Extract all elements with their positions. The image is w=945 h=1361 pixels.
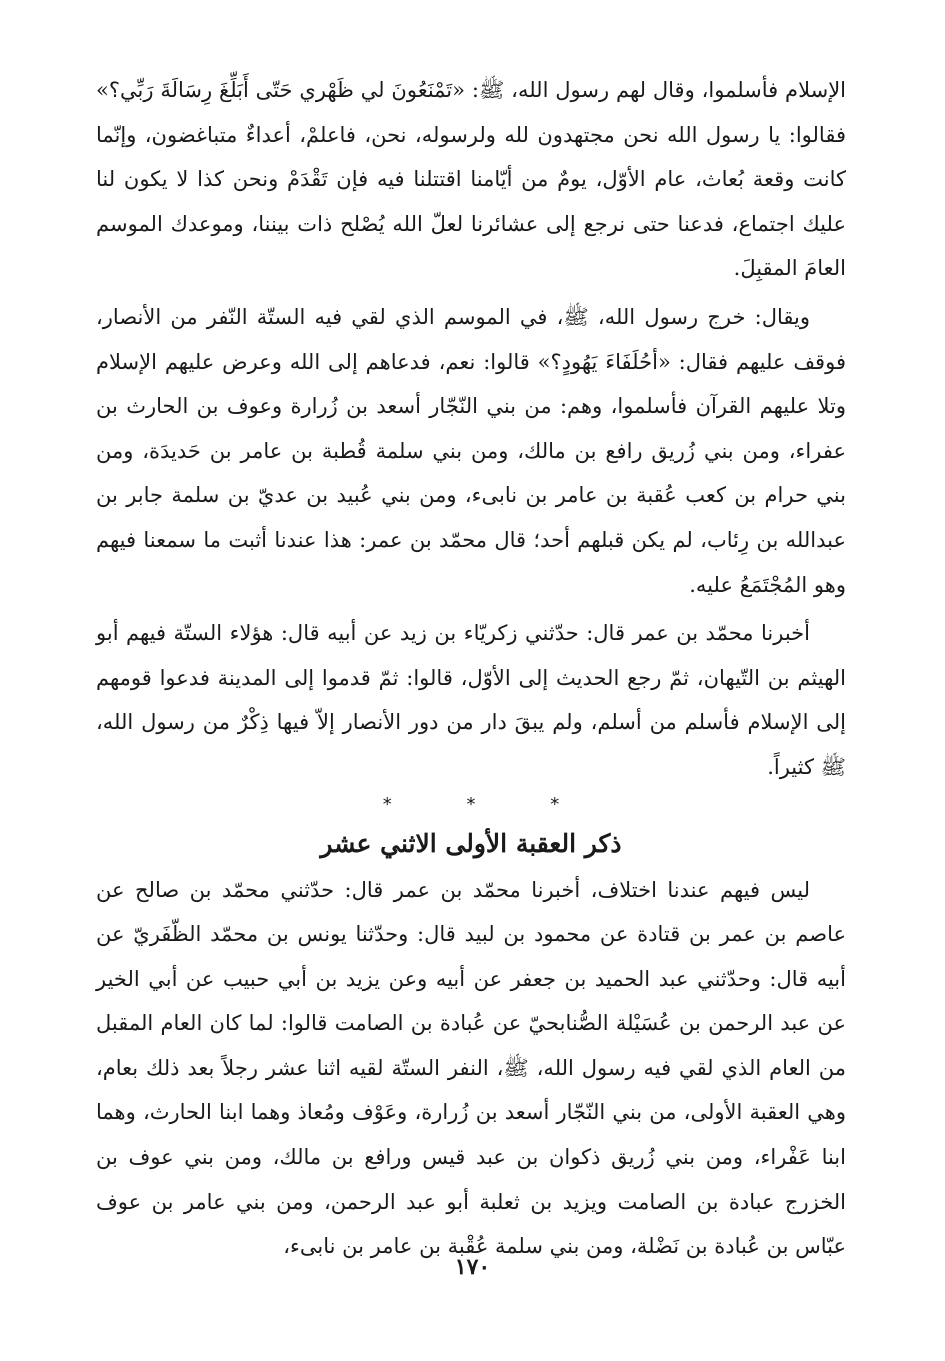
section-separator	[96, 792, 846, 818]
separator-star: *	[550, 793, 560, 815]
page-body	[96, 68, 846, 1269]
section-heading: ذكر العقبة الأولى الاثني عشر	[320, 828, 622, 858]
paragraph-3: أخبرنا محمّد بن عمر قال: حدّثني زكريّاء بن زيد عن أبيه قال: هؤلاء الستّة فيهم أبو الهيثم بن التّيهان، ثمّ رجع الحديث إلى الأوّل، قالوا: ثمّ قدموا إلى المدينة فدعوا قومهم إلى الإسلام فأسلم من أسلم، ولم يبقَ دار من دور الأنصار إلاّ فيها ذِكْرٌ من رسول الله، ﷺ كثيراً.	[96, 621, 846, 779]
paragraph-1: الإسلام فأسلموا، وقال لهم رسول الله، ﷺ: «تَمْنَعُونَ لي ظَهْري حَتّى أَبَلِّغَ رِسَالَةَ رَبِّي؟» فقالوا: يا رسول الله نحن مجتهدون لله ولرسوله، نحن، فاعلمْ، أعداءٌ متباغضون، وإنّما كانت وقعة بُعاث، عام الأوّل، يومٌ من أيّامنا اقتتلنا فيه فإن تَقْدَمْ ونحن كذا لا يكون لنا عليك اجتماع، فدعنا حتى نرجع إلى عشائرنا لعلّ الله يُصْلح ذات بيننا، وموعدك الموسم العامَ المقبِلَ.	[96, 78, 846, 281]
paragraph-2: ويقال: خرج رسول الله، ﷺ، في الموسم الذي لقي فيه الستّة النّفر من الأنصار، فوقف عليهم فقال: «أحُلَفَاءَ يَهُودٍ؟» قالوا: نعم، فدعاهم إلى الله وعرض عليهم الإسلام وتلا عليهم القرآن فأسلموا، وهم: من بني النّجّار أسعد بن زُرارة وعوف بن الحارث بن عفراء، ومن بني زُريق رافع بن مالك، ومن بني سلمة قُطبة بن عامر بن حَديدَة، ومن بني حرام بن كعب عُقبة بن عامر بن نابىء، ومن بني عُبيد بن عديّ بن سلمة جابر بن عبدالله بن رِئاب، لم يكن قبلهم أحد؛ قال محمّد بن عمر: هذا عندنا أثبت ما سمعنا فيهم وهو المُجْتَمَعُ عليه.	[96, 304, 846, 597]
page-number: ١٧٠	[454, 1254, 491, 1280]
paragraph-4: ليس فيهم عندنا اختلاف، أخبرنا محمّد بن عمر قال: حدّثني محمّد بن صالح عن عاصم بن عمر بن قتادة عن محمود بن لبيد قال: وحدّثنا يونس بن محمّد الظّفَريّ عن أبيه قال: وحدّثني عبد الحميد بن جعفر عن أبيه وعن يزيد بن أبي حبيب عن أبي الخير عن عبد الرحمن بن عُسَيْلة الصُّنابحيّ عن عُبادة بن الصامت قالوا: لما كان العام المقبل من العام الذي لقي فيه رسول الله، ﷺ، النفر الستّة لقيه اثنا عشر رجلاً بعد ذلك بعام، وهي العقبة الأولى، من بني النّجّار أسعد بن زُرارة، وعَوْف ومُعاذ وهما ابنا الحارث، وهما ابنا عَفْراء، ومن بني زُريق ذكوان بن عبد قيس ورافع بن مالك، ومن بني عوف بن الخزرج عبادة بن الصامت ويزيد بن ثعلبة أبو عبد الرحمن، ومن بني عامر بن عوف عبّاس بن عُبادة بن نَضْلة، ومن بني سلمة عُقْبة بن عامر بن نابىء،	[96, 877, 846, 1259]
separator-star: *	[382, 793, 392, 815]
separator-star: *	[466, 793, 476, 815]
